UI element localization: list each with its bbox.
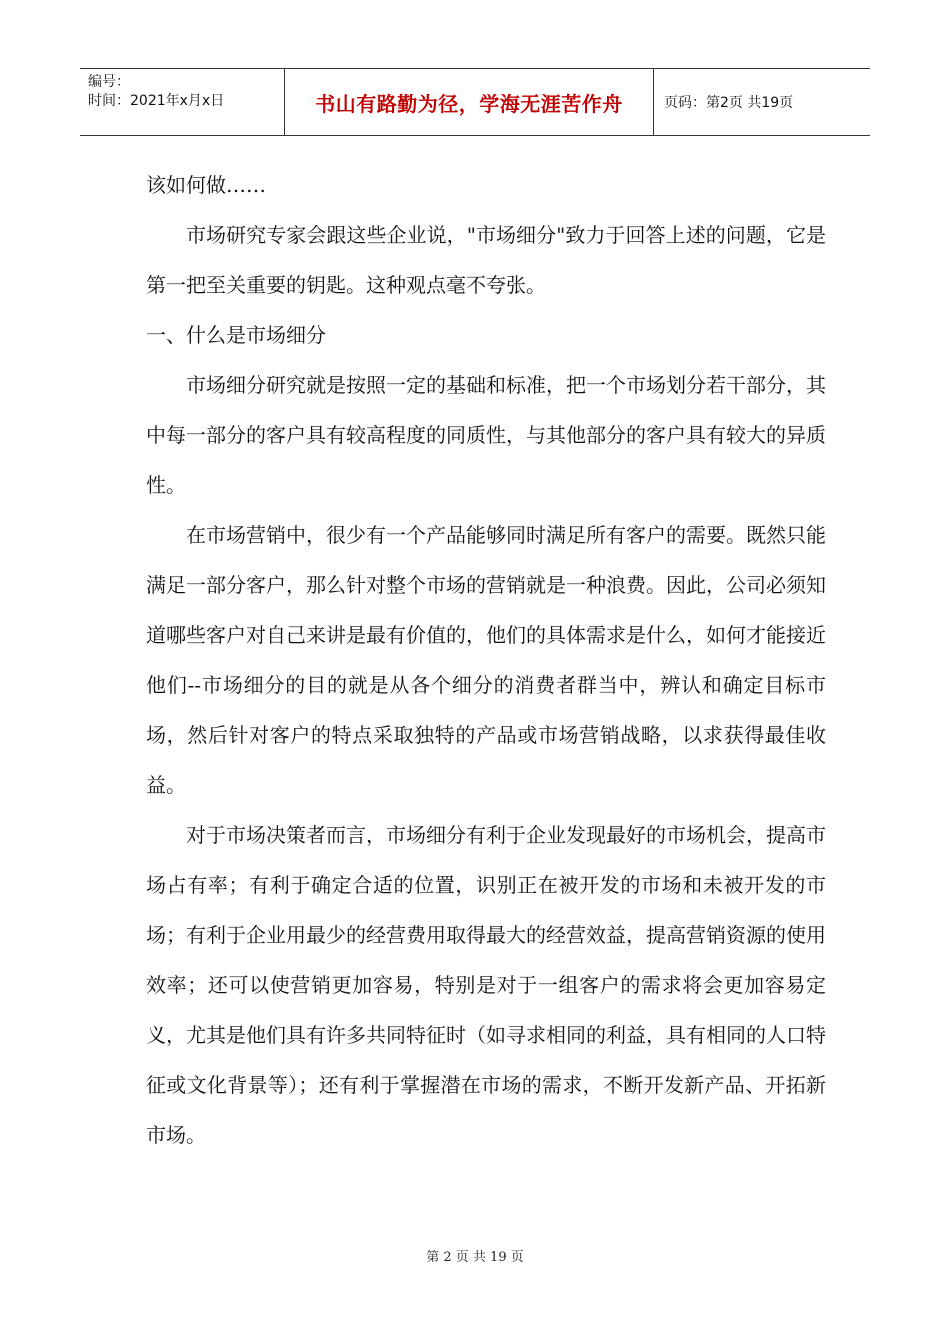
section-heading: 一、什么是市场细分 bbox=[146, 323, 326, 347]
paragraph-continuation: 该如何做…… bbox=[146, 173, 266, 197]
paragraph-definition: 市场细分研究就是按照一定的基础和标准，把一个市场划分若干部分，其中每一部分的客户具有较高程度的同质性，与其他部分的客户具有较大的异质性。 bbox=[146, 373, 826, 497]
number-label: 编号： bbox=[88, 74, 130, 90]
paragraph-marketing: 在市场营销中，很少有一个产品能够同时满足所有客户的需要。既然只能满足一部分客户，那么针对整个市场的营销就是一种浪费。因此，公司必须知道哪些客户对自己来讲是最有价值的，他们的具体需求是什么，如何才能接近他们--市场细分的目的就是从各个细分的消费者群当中，辨认和确定目标市场，然后针对客户的特点采取独特的产品或市场营销战略，以求获得最佳收益。 bbox=[146, 523, 826, 797]
paragraph-intro: 市场研究专家会跟这些企业说，"市场细分"致力于回答上述的问题，它是第一把至关重要的钥匙。这种观点毫不夸张。 bbox=[146, 223, 826, 297]
page-footer bbox=[0, 1246, 950, 1265]
time-label: 时间：2021年x月x日 bbox=[88, 93, 225, 109]
page-code-text: 页码：第2页 共19页 bbox=[664, 95, 794, 111]
header-meta bbox=[80, 69, 284, 135]
motto-text: 书山有路勤为径，学海无涯苦作舟 bbox=[315, 91, 623, 116]
footer-page-number: 第 2 页 共 19 页 bbox=[426, 1250, 524, 1265]
header-page-code bbox=[654, 69, 870, 135]
paragraph-benefits: 对于市场决策者而言，市场细分有利于企业发现最好的市场机会，提高市场占有率；有利于确定合适的位置，识别正在被开发的市场和未被开发的市场；有利于企业用最少的经营费用取得最大的经营效益，提高营销资源的使用效率；还可以使营销更加容易，特别是对于一组客户的需求将会更加容易定义，尤其是他们具有许多共同特征时（如寻求相同的利益，具有相同的人口特征或文化背景等）；还有利于掌握潜在市场的需求，不断开发新产品、开拓新市场。 bbox=[146, 823, 826, 1147]
header-motto-cell bbox=[284, 69, 654, 135]
page-header bbox=[80, 68, 870, 136]
document-body bbox=[146, 160, 826, 1160]
